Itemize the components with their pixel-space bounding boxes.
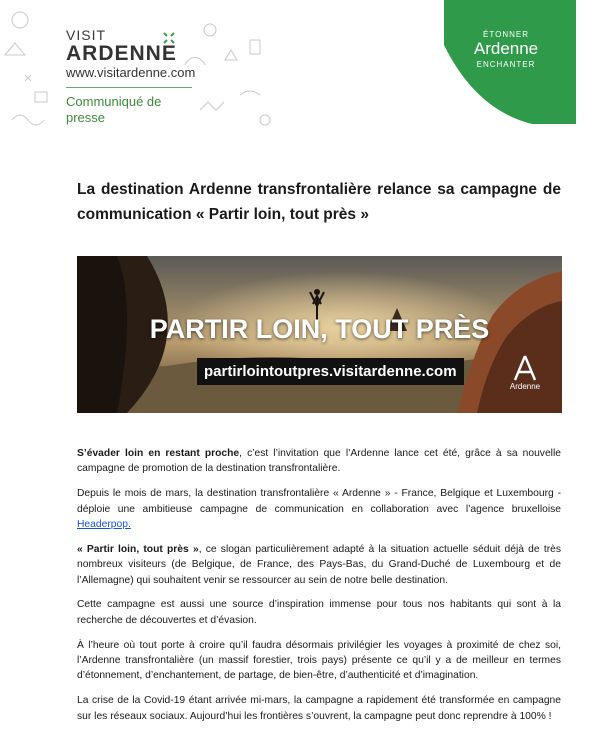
brand-name: ARDENNE (66, 42, 177, 65)
badge-name: Ardenne (473, 39, 539, 58)
brand-url[interactable]: www.visitardenne.com (66, 65, 196, 80)
p3-text: , ce slogan particulièrement adapté à la situation actuelle séduit déjà de très nombreux visiteurs (de Belgique, de France, des Pays-Bas, du Grand-Duché de Luxembourg et de l’Allemagne) qui souhaitent venir se ressourcer au sein de notre belle destination. (77, 543, 561, 586)
cross-mark-icon (162, 31, 176, 45)
hero-slogan: PARTIR LOIN, TOUT PRÈS (149, 314, 490, 344)
paragraph-1 (77, 446, 561, 477)
hero-logo-label: Ardenne (509, 382, 541, 391)
p3-bold: « Partir loin, tout près » (77, 543, 199, 555)
p1-bold: S’évader loin en restant proche (77, 448, 240, 459)
ardenne-logo-icon (511, 354, 539, 382)
paragraph-5: À l’heure où tout porte à croire qu’il faudra désormais privilégier les voyages à proximité de chez soi, l’Ardenne transfrontalière (un massif forestier, trois pays) présente ce qu’il y a de meilleur en termes d’étonnement, d’enchantement, de partage, de bien-être, d’authenticité et d’imagination. (77, 639, 561, 682)
page-title: La destination Ardenne transfrontalière relance sa campagne de communication « Partir loin, tout près » (77, 181, 561, 223)
headerpop-link[interactable]: Headerpop. (77, 519, 131, 531)
paragraph-3 (77, 542, 561, 588)
paragraph-6: La crise de la Covid-19 étant arrivée mi-mars, la campagne a rapidement été transformée en campagne sur les réseaux sociaux. Aujourd’hui les frontières s’ouvrent, la campagne peut donc reprendre à 100% ! (77, 695, 561, 722)
badge-top-text: ÉTONNER (483, 30, 529, 39)
press-release-label: Communiqué de presse (66, 87, 192, 126)
badge-bottom-text: ENCHANTER (476, 60, 536, 69)
ardenne-badge (436, 0, 576, 124)
paragraph-2 (77, 486, 561, 532)
hero-url[interactable]: partirlointoutpres.visitardenne.com (197, 358, 464, 385)
article-body (77, 446, 561, 733)
p1-text: , c’est l’invitation que l’Ardenne lance cet été, grâce à sa nouvelle campagne de promotion de la destination transfrontalière. (77, 448, 561, 475)
p2-text: Depuis le mois de mars, la destination transfrontalière « Ardenne » - France, Belgique et Luxembourg - déploie une ambitieuse campagne de communication en collaboration avec l’agence bruxelloise (77, 488, 561, 515)
brand-visit: VISIT (66, 27, 107, 43)
paragraph-4: Cette campagne est aussi une source d’inspiration immense pour tous nos habitants qui sont à la recherche de découvertes et d’évasion. (77, 599, 561, 626)
brand-block (66, 28, 195, 126)
hero-banner (77, 256, 562, 413)
